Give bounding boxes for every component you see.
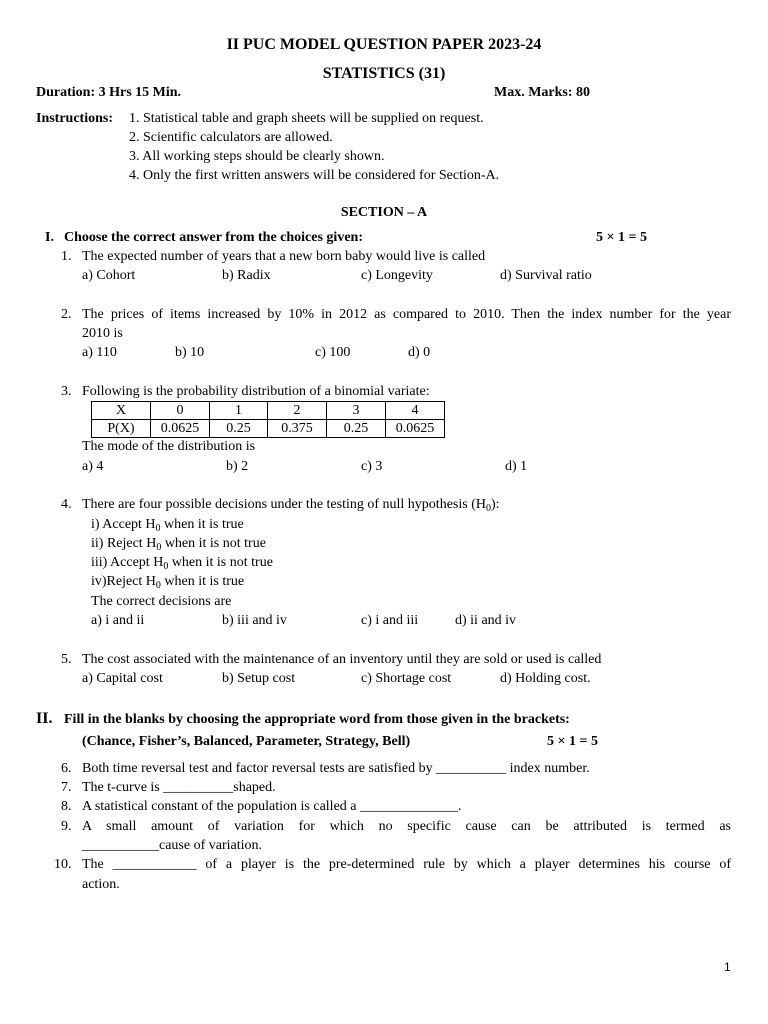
table-cell: 0.0625 xyxy=(386,420,445,438)
paper-title: II PUC MODEL QUESTION PAPER 2023-24 xyxy=(226,36,542,53)
question-number: 9. xyxy=(61,819,72,834)
option: b) iii and iv xyxy=(222,613,287,628)
subject-title: STATISTICS (31) xyxy=(322,65,446,82)
question-text: A statistical constant of the population is called a ______________. xyxy=(82,799,462,814)
decision-item: iv)Reject $H_0$ when it is true xyxy=(91,574,245,591)
option: a) 110 xyxy=(82,345,117,360)
part-marks: 5 × 1 = 5 xyxy=(547,734,598,749)
option: d) Survival ratio xyxy=(500,268,592,283)
question-text: 2010 is xyxy=(82,326,123,341)
table-cell: 0.25 xyxy=(327,420,386,438)
option: c) Shortage cost xyxy=(361,671,452,686)
table-cell: 0.0625 xyxy=(151,420,210,438)
question-text: The expected number of years that a new born baby would live is called xyxy=(82,249,486,264)
part-marks: 5 × 1 = 5 xyxy=(596,230,647,245)
question-text: Both time reversal test and factor reversal tests are satisfied by __________ index number. xyxy=(82,761,590,776)
decision-item: iii) Accept $H_0$ when it is not true xyxy=(91,555,273,572)
question-text: There are four possible decisions under the testing of null hypothesis $(H_0)$: xyxy=(82,497,500,514)
option: d) 0 xyxy=(408,345,431,360)
option: a) 4 xyxy=(82,459,104,474)
option: c) i and iii xyxy=(361,613,419,628)
question-number: 5. xyxy=(61,652,72,667)
binomial-distribution-table xyxy=(91,401,445,438)
table-row xyxy=(92,402,445,420)
option: d) 1 xyxy=(505,459,528,474)
question-number: 1. xyxy=(61,249,72,264)
question-text: ___________cause of variation. xyxy=(82,838,263,853)
part-numeral: II. xyxy=(36,710,53,727)
question-number: 6. xyxy=(61,761,72,776)
question-number: 7. xyxy=(61,780,72,795)
question-number: 3. xyxy=(61,384,72,399)
part-heading: Choose the correct answer from the choices given: xyxy=(64,230,363,245)
page-number: 1 xyxy=(724,960,731,974)
option: a) i and ii xyxy=(91,613,145,628)
table-cell: 0.375 xyxy=(268,420,327,438)
table-cell: X xyxy=(92,402,151,420)
option: b) 2 xyxy=(226,459,249,474)
question-text: action. xyxy=(82,877,120,892)
decision-item: ii) Reject $H_0$ when it is not true xyxy=(91,536,266,553)
duration: Duration: 3 Hrs 15 Min. xyxy=(36,85,182,100)
part-heading: Fill in the blanks by choosing the appropriate word from those given in the brackets: xyxy=(64,712,570,727)
decision-item: i) Accept $H_0$ when it is true xyxy=(91,517,244,534)
table-cell: 3 xyxy=(327,402,386,420)
option: b) 10 xyxy=(175,345,205,360)
part-numeral: I. xyxy=(45,230,54,245)
option: c) 100 xyxy=(315,345,351,360)
table-cell: 4 xyxy=(386,402,445,420)
question-text: The prices of items increased by 10% in 2012 as compared to 2010. Then the index number for the year xyxy=(82,307,731,322)
instructions-label: Instructions: xyxy=(36,111,114,126)
table-cell: P(X) xyxy=(92,420,151,438)
question-number: 10. xyxy=(54,857,72,872)
table-cell: 2 xyxy=(268,402,327,420)
question-number: 2. xyxy=(61,307,72,322)
section-title: SECTION – A xyxy=(340,205,428,220)
option: a) Capital cost xyxy=(82,671,163,686)
question-text: A small amount of variation for which no specific cause can be attributed is termed as xyxy=(82,819,731,834)
question-number: 4. xyxy=(61,497,72,512)
question-text: The mode of the distribution is xyxy=(82,439,256,454)
question-text: The cost associated with the maintenance of an inventory until they are sold or used is called xyxy=(82,652,602,667)
question-text: The correct decisions are xyxy=(91,594,232,609)
option: b) Radix xyxy=(222,268,271,283)
word-choices: (Chance, Fisher’s, Balanced, Parameter, Strategy, Bell) xyxy=(82,734,411,749)
table-cell: 0.25 xyxy=(210,420,268,438)
instruction-item: 2. Scientific calculators are allowed. xyxy=(129,130,333,145)
instruction-item: 1. Statistical table and graph sheets will be supplied on request. xyxy=(129,111,484,126)
table-row xyxy=(92,420,445,438)
option: c) Longevity xyxy=(361,268,433,283)
option: c) 3 xyxy=(361,459,383,474)
option: d) Holding cost. xyxy=(500,671,591,686)
question-number: 8. xyxy=(61,799,72,814)
table-cell: 0 xyxy=(151,402,210,420)
option: b) Setup cost xyxy=(222,671,296,686)
max-marks: Max. Marks: 80 xyxy=(494,85,591,100)
question-text: Following is the probability distribution of a binomial variate: xyxy=(82,384,430,399)
question-text: The t-curve is __________shaped. xyxy=(82,780,276,795)
option: a) Cohort xyxy=(82,268,136,283)
instruction-item: 3. All working steps should be clearly shown. xyxy=(129,149,385,164)
question-text: The ____________ of a player is the pre-determined rule by which a player determines his course of xyxy=(82,857,731,872)
table-cell: 1 xyxy=(210,402,268,420)
option: d) ii and iv xyxy=(455,613,517,628)
instruction-item: 4. Only the first written answers will be considered for Section-A. xyxy=(129,168,500,183)
